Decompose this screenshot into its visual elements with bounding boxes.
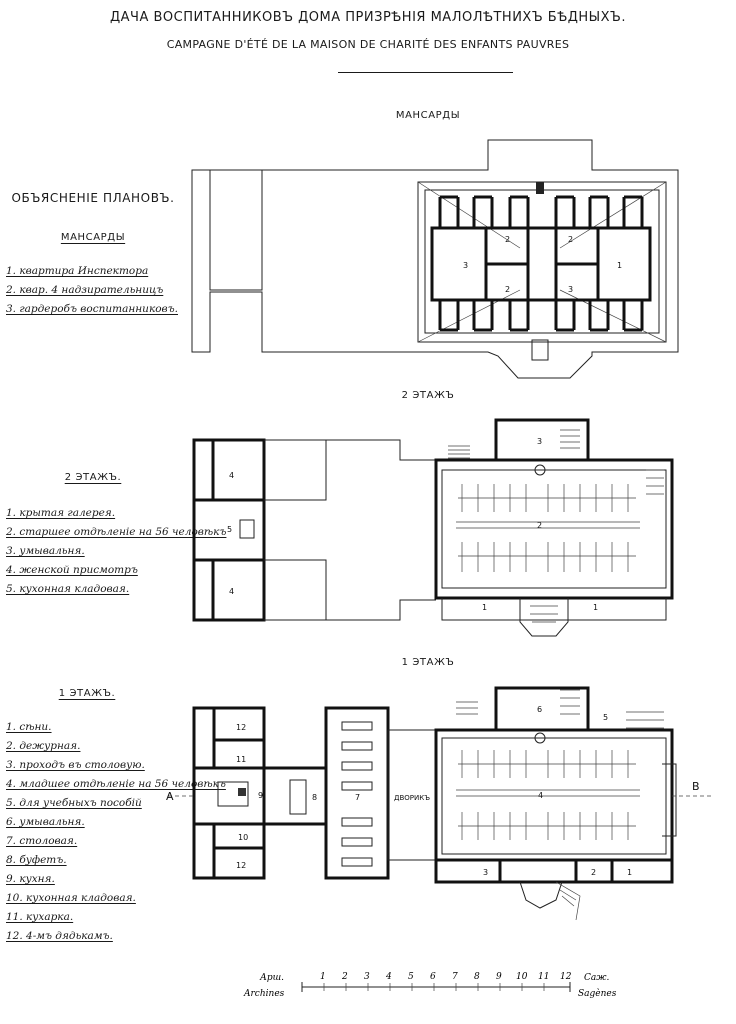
legend-floor2-heading: 2 ЭТАЖЪ. xyxy=(64,472,122,483)
room-number: 1 xyxy=(627,868,633,877)
room-number: 1 xyxy=(617,261,623,270)
attic-plan xyxy=(192,140,678,378)
room-number: 2 xyxy=(505,235,511,244)
legend-item: 7. столовая. xyxy=(6,835,78,847)
room-number: 9 xyxy=(258,791,264,800)
legend-item: 1. квартира Инспектора xyxy=(6,265,149,277)
room-number: 2 xyxy=(591,868,597,877)
room-number: 2 xyxy=(568,235,574,244)
legend-item: 9. кухня. xyxy=(6,873,55,885)
room-number: 11 xyxy=(236,755,247,764)
floor2-plan-label: 2 ЭТАЖЪ xyxy=(401,390,455,401)
floor1-main-block xyxy=(436,688,672,882)
room-number: 12 xyxy=(236,723,247,732)
room-number: 3 xyxy=(537,437,543,446)
room-number: 2 xyxy=(505,285,511,294)
legend-item: 2. старшее отдѣленіе на 56 человѣкъ xyxy=(6,526,227,538)
attic-plan-label: МАНСАРДЫ xyxy=(395,110,461,121)
room-number: 10 xyxy=(238,833,249,842)
scale-tick: 1 xyxy=(320,972,326,982)
room-number: 1 xyxy=(593,603,599,612)
dormitory-beds xyxy=(456,484,640,572)
floor2-main-block xyxy=(436,420,672,598)
floor1-plan xyxy=(166,688,712,920)
room-number: 3 xyxy=(463,261,469,270)
room-number: 5 xyxy=(603,713,609,722)
room-number: 1 xyxy=(482,603,488,612)
legend-item: 6. умывальня. xyxy=(6,816,85,828)
scale-tick: 4 xyxy=(386,972,392,982)
legend-item: 10. кухонная кладовая. xyxy=(6,892,136,904)
roof-h-notch xyxy=(210,170,262,290)
legend-item: 12. 4-мъ дядькамъ. xyxy=(6,930,113,942)
scale-tick: 5 xyxy=(408,972,414,982)
legend-item: 2. дежурная. xyxy=(6,740,81,752)
room-number: 3 xyxy=(568,285,574,294)
section-mark-a: A xyxy=(166,790,174,803)
courtyard-label: ДВОРИКЪ xyxy=(394,794,431,802)
room-number: 4 xyxy=(229,587,235,596)
room-number: 5 xyxy=(227,525,233,534)
scale-tick: 7 xyxy=(452,972,458,982)
legend-item: 1. сѣни. xyxy=(6,721,52,733)
legend-item: 3. умывальня. xyxy=(6,545,85,557)
covered-gallery-outline xyxy=(264,440,326,620)
section-mark-b: B xyxy=(692,780,700,793)
scale-label-archines: Archines xyxy=(244,989,285,999)
legend-title: ОБЪЯСНЕНІЕ ПЛАНОВЪ. xyxy=(11,191,175,205)
legend-item: 1. крытая галерея. xyxy=(6,507,116,519)
room-number: 4 xyxy=(229,471,235,480)
scale-label-sagenes: Sagènes xyxy=(578,989,617,999)
scale-tick: 8 xyxy=(474,972,480,982)
scale-tick: 11 xyxy=(538,972,550,982)
room-number: 3 xyxy=(483,868,489,877)
drawing-title-russian: ДАЧА ВОСПИТАННИКОВЪ ДОМА ПРИЗРѢНІЯ МАЛОЛѢТНИХЪ БѢДНЫХЪ. xyxy=(109,10,626,25)
legend-item: 5. для учебныхъ пособій xyxy=(6,797,142,809)
floor1-plan-label: 1 ЭТАЖЪ xyxy=(401,657,455,668)
scale-tick: 6 xyxy=(430,972,436,982)
scale-label-sagenes-ru: Саж. xyxy=(584,973,610,983)
floor2-plan xyxy=(194,420,672,636)
room-number: 6 xyxy=(537,705,543,714)
drawing-title-french: CAMPAGNE D'ÉTÉ DE LA MAISON DE CHARITÉ DES ENFANTS PAUVRES xyxy=(166,38,570,51)
legend-item: 5. кухонная кладовая. xyxy=(6,583,130,595)
legend-item: 3. проходъ въ столовую. xyxy=(6,759,145,771)
room-number: 7 xyxy=(355,793,361,802)
legend-item: 8. буфетъ. xyxy=(6,854,67,866)
dormitory-beds xyxy=(456,750,640,840)
legend-item: 4. женской присмотръ xyxy=(6,564,138,576)
scale-tick: 12 xyxy=(560,972,572,982)
scale-bar xyxy=(243,972,617,999)
room-number: 4 xyxy=(538,791,544,800)
scale-tick: 3 xyxy=(364,972,370,982)
legend-item: 2. квар. 4 надзирательницъ xyxy=(6,284,164,296)
scale-tick: 9 xyxy=(496,972,502,982)
scale-tick: 10 xyxy=(516,972,528,982)
scale-label-archines-ru: Арш. xyxy=(260,973,284,983)
room-number: 12 xyxy=(236,861,247,870)
scale-tick: 2 xyxy=(342,972,348,982)
legend-item: 3. гардеробъ воспитанниковъ. xyxy=(6,303,178,315)
room-number: 2 xyxy=(537,521,543,530)
legend-item: 11. кухарка. xyxy=(6,911,74,923)
legend-attic-heading: МАНСАРДЫ xyxy=(60,232,126,243)
legend-item: 4. младшее отдѣленіе на 56 человѣкъ xyxy=(6,778,226,790)
legend-floor1-heading: 1 ЭТАЖЪ. xyxy=(58,688,116,699)
room-number: 8 xyxy=(312,793,318,802)
